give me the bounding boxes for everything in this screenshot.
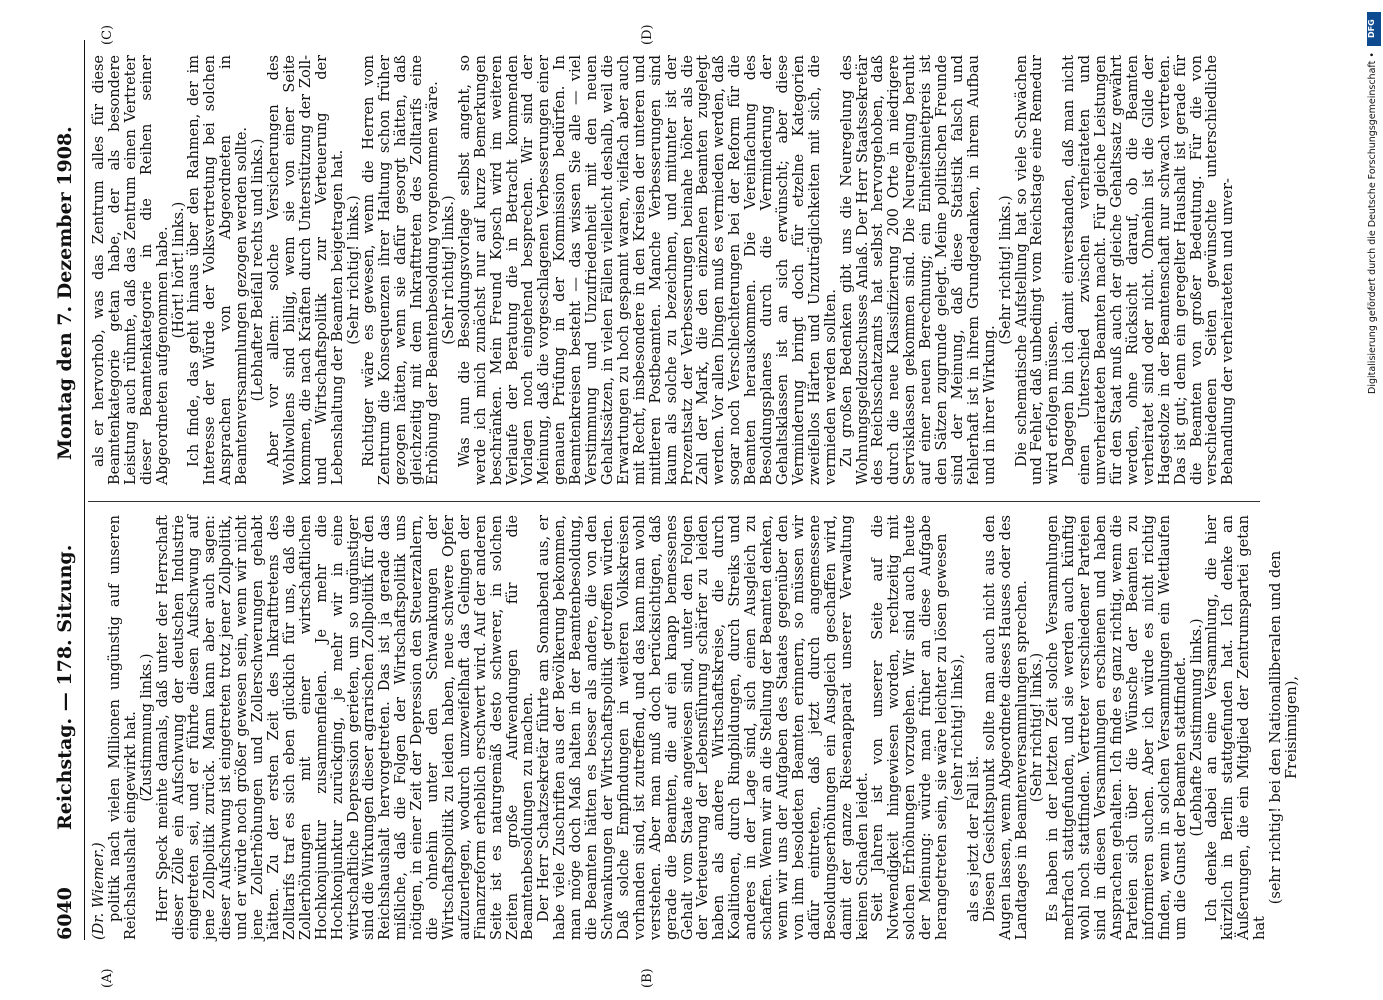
speaker-label: (Dr. Wiemer.) bbox=[91, 842, 107, 940]
interjection: (Lebhafte Zustimmung links.) bbox=[1188, 618, 1205, 837]
interjection: (Sehr richtig! links.) bbox=[997, 195, 1014, 345]
session-title: Reichstag. — 178. Sitzung. bbox=[54, 544, 76, 830]
digitization-credit bbox=[1367, 6, 1381, 996]
right-text-column bbox=[92, 55, 1260, 485]
paragraph: Herr Speck meinte damals, daß unter der Herrschaft dieser Zölle ein Aufschwung der deutschen Industrie eingetreten sei, und er führte diesen Aufschwung auf jene Zollpolitik zurück. Mann kann aber auch sagen: dieser Aufschwung ist eingetreten trotz jener Zollpolitik, und er würde noch größer gewesen sein, wenn wir nicht jene Zollerhöhungen und Zollerschwerungen gehabt hätten. Zu der ersten Zeit des Inkrafttretens des Zolltarifs traf es sich eben glücklich für uns, daß die Zollerhöhungen mit einer wirtschaftlichen Hochkonjunktur zusammenfielen. Je mehr die Hochkonjunktur zurückging, je mehr wir in eine wirtschaftliche Depression gerieten, um so ungünstiger sind die Wirkungen dieser agrarischen Zollpolitik für den Reichshaushalt hervorgetreten. Das ist ja gerade das mißliche, daß die Folgen der Wirtschaftspolitik uns nötigen, in einer Zeit der Depression den Steuerzahlern, die ohnehin unter den Schwankungen der Wirtschaftspolitik zu leiden haben, neue schwere Opfer aufzuerlegen, wodurch unzweifelhaft das Gelingen der Finanzreform erheblich erschwert wird. Auf der anderen Seite ist es naturgemäß desto schwerer, in solchen Zeiten große Aufwendungen für die Beamtenbesoldungen zu machen. bbox=[154, 515, 537, 940]
paragraph: Aber vor allem: solche Versicherungen des Wohlwollens sind billig, wenn sie von einer Seite kommen, die nach Kräften durch Unterstützung der Zoll- und Wirtschaftspolitik zur Verteuerung der Lebenshaltung der Beamten beigetragen hat. bbox=[265, 55, 346, 485]
paragraph: Zu großen Bedenken gibt uns die Neuregelung des Wohnungsgeldzuschusses Anlaß. Der Herr Staatssekretär des Reichsschatzamts hat selbst hervorgehoben, daß durch die neue Klassifizierung 200 Orte in niedrigere Servisklassen gekommen sind. Die Neuregelung beruht auf einer neuen Berechnung; ein Einheitsmietpreis ist den Sätzen zugrunde gelegt. Meine politischen Freunde sind der Meinung, daß diese Statistik falsch und fehlerhaft ist in ihrem Grundgedanken, in ihrem Aufbau und in ihrer Wirkung. bbox=[838, 55, 998, 485]
paragraph: Die schematische Aufstellung hat so viele Schwächen und Fehler, daß unbedingt vom Reichstage eine Remedur wird erfolgen müssen. bbox=[1013, 55, 1062, 485]
margin-marker-c: (C) bbox=[100, 24, 115, 45]
session-date: Montag den 7. Dezember 1908. bbox=[54, 126, 76, 460]
paragraph: Es haben in der letzten Zeit solche Versammlungen mehrfach stattgefunden, und sie werden auch künftig wohl noch stattfinden. Vertreter verschiedener Parteien sind in diesen Versammlungen erschienen und haben Ansprachen gehalten. Ich finde es ganz richtig, wenn die Parteien sich über die Wünsche der Beamten zu informieren suchen. Aber ich würde es nicht richtig finden, wenn in solchen Versammlungen ein Wettlaufen um die Gunst der Beamten stattfindet. bbox=[1045, 515, 1189, 940]
interjection: (Sehr richtig! links.) bbox=[345, 195, 362, 345]
header-rule bbox=[84, 40, 85, 940]
paragraph: als er hervorhob, was das Zentrum alles für diese Beamtenkategorie getan habe, der als besondere Leistung auch rühmte, daß das Zentrum einen Vertreter dieser Beamtenkategorie in die Reihen seiner Abgeordneten aufgenommen habe. bbox=[91, 55, 171, 485]
paragraph: Was nun die Besoldungsvorlage selbst angeht, so werde ich mich zunächst nur auf kurze Bemerkungen beschränken. Mein Freund Kopsch wird im weiteren Verlaufe der Beratung die in Betracht kommenden Vorlagen noch eingehend besprechen. Wir sind der Meinung, daß die vorgeschlagenen Verbesserungen einer genauen Prüfung in der Kommission bedürfen. In Beamtenkreisen besteht — das wissen Sie alle — viel Verstimmung und Unzufriedenheit mit den neuen Gehaltssätzen, in vielen Fällen vielleicht deshalb, weil die Erwartungen zu hoch gespannt waren, vielfach aber auch mit Recht, insbesondere in den Kreisen der unteren und mittleren Postbeamten. Manche Verbesserungen sind kaum als solche zu bezeichnen, und mitunter ist der Prozentsatz der Verbesserungen beinahe höher als die Zahl der Mark, die den einzelnen Beamten zugelegt werden. Vor allen Dingen muß es vermieden werden, daß sogar noch Verschlechterungen bei der Reform für die Beamten herauskommen. Die Vereinfachung des Besoldungsplanes durch die Verminderung der Gehaltsklassen ist an sich erwünscht; aber diese Verminderung bringt doch für etzelne Kategorien zweifellos Härten und Unzuträglichkeiten mit sich, die vermieden werden sollten. bbox=[456, 55, 839, 485]
paragraph: Ich finde, das geht hinaus über den Rahmen, der im Interesse der Würde der Volksvertretung bei solchen Ansprachen von Abgeordneten in Beamtenversammlungen gezogen werden sollte. bbox=[186, 55, 251, 485]
interjection: (sehr richtig! bei den Nationalliberalen und den Freisinnigen), bbox=[1268, 550, 1300, 905]
interjection: (Sehr richtig! links.) bbox=[1029, 652, 1046, 803]
interjection: (sehr richtig! links), bbox=[949, 654, 966, 801]
dfg-logo: DFG bbox=[1367, 12, 1381, 46]
paragraph: Richtiger wäre es gewesen, wenn die Herren vom Zentrum die Konsequenzen ihrer Haltung schon früher gezogen hätten, wenn sie dafür gesorgt hätten, daß gleichzeitig mit dem Inkrafttreten des Zolltarifs eine Erhöhung der Beamtenbesoldung vorgenommen wäre. bbox=[361, 55, 442, 485]
page-header bbox=[48, 40, 82, 940]
credit-text: Digitalisierung gefördert durch die Deutsche Forschungsgemeinschaft • bbox=[1367, 52, 1378, 394]
page-number: 6040 bbox=[54, 887, 76, 940]
margin-marker-b: (B) bbox=[640, 968, 655, 988]
interjection: (Sehr richtig! links.) bbox=[440, 195, 457, 345]
margin-marker-d: (D) bbox=[640, 24, 655, 45]
column-divider bbox=[88, 501, 1260, 502]
paragraph: Dagegen bin ich damit einverstanden, daß man nicht einen Unterschied zwischen verheirateten und unverheirateten Beamten macht. Für gleiche Leistungen für den Staat muß auch der gleiche Gehaltssatz gewährt werden, ohne Rücksicht darauf, ob die Beamten verheiratet sind oder nicht. Ohnehin ist die Gilde der Hagestolze in der Beamtenschaft nur schwach vertreten. Das ist gut; denn ein geregelter Haushalt ist gerade für die Beamten von großer Bedeutung. Für die von verschiedenen Seiten gewünschte unterschiedliche Behandlung der verheirateten und unver- bbox=[1061, 55, 1237, 485]
margin-marker-a: (A) bbox=[100, 968, 115, 988]
left-text-column bbox=[91, 515, 1300, 940]
interjection: (Hört! hört! links.) bbox=[170, 201, 187, 339]
interjection: (Lebhafter Beifall rechts und links.) bbox=[250, 138, 267, 402]
paragraph: politik nach vielen Millionen ungünstig auf unseren Reichshaushalt eingewirkt hat. bbox=[106, 515, 139, 940]
paragraph: Seit Jahren ist von unserer Seite auf die Notwendigkeit hingewiesen worden, rechtzeitig mit solchen Erhöhungen vorzugehen. Wir sind auch heute der Meinung: würde man früher an diese Aufgabe herangetreten sein, sie wäre leichter zu lösen gewesen bbox=[870, 515, 951, 940]
paragraph: Ich denke dabei an eine Versammlung, die hier kürzlich in Berlin stattgefunden hat. Ich denke an Äußerungen, die ein Mitglied der Zentrumspartei getan hat bbox=[1204, 515, 1269, 940]
interjection: (Zustimmung links.) bbox=[138, 653, 155, 802]
paragraph: Diesen Gesichtspunkt sollte man auch nicht aus den Augen lassen, wenn Abgeordnete dieses Hauses oder des Landtages in Beamtenversammlungen sprechen. bbox=[981, 515, 1030, 940]
paragraph: Der Herr Schatzsekretär führte am Sonnabend aus, er habe viele Zuschriften aus der Bevölkerung bekommen, man möge doch Maß halten in der Beamtenbesoldung, die Beamten hätten es besser als andere, die von den Schwankungen der Wirtschaftspolitik getroffen würden. Daß solche Empfindungen in weiteren Volkskreisen vorhanden sind, ist zutreffend, und das kann man wohl verstehen. Aber man muß doch berücksichtigen, daß gerade die Beamten, die auf ein knapp bemessenes Gehalt vom Staate angewiesen sind, unter den Folgen der Verteuerung der Lebensführung schärfer zu leiden haben als andere Wirtschaftskreise, die durch Koalitionen, durch Ringbildungen, durch Streiks und anderes in der Lage sind, sich einen Ausgleich zu schaffen. Wenn wir an die Stellung der Beamten denken, wenn wir uns der Aufgaben des Staates gegenüber den von ihm besoldeten Beamten erinnern, so müssen wir dafür eintreten, daß jetzt durch angemessene Besoldungserhöhungen ein Ausgleich geschaffen wird, damit der ganze Riesenapparat unserer Verwaltung keinen Schaden leidet. bbox=[536, 515, 871, 940]
paragraph: als es jetzt der Fall ist. bbox=[965, 755, 982, 922]
